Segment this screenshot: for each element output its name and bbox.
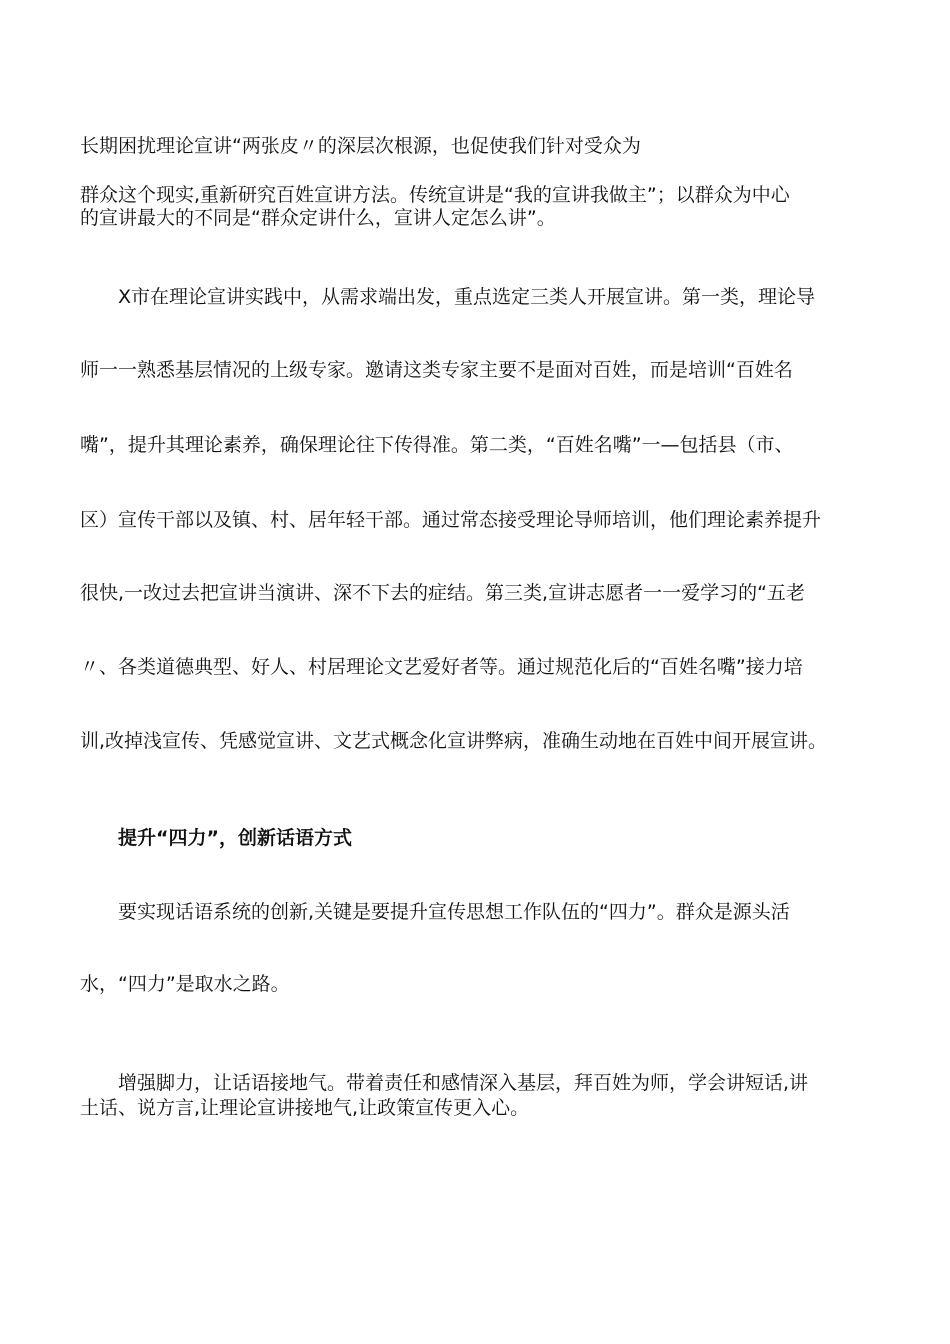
paragraph-line: 很快,一改过去把宣讲当演讲、深不下去的症结。第三类,宣讲志愿者一一爱学习的“五老 (80, 582, 805, 604)
paragraph-line: 增强脚力，让话语接地气。带着责任和感情深入基层，拜百姓为师，学会讲短话,讲 (80, 1072, 809, 1094)
text-line: 长期困扰理论宣讲“两张皮〃的深层次根源，也促使我们针对受众为 (80, 135, 641, 157)
paragraph-line: 水，“四力”是取水之路。 (80, 973, 290, 995)
paragraph-line: 区）宣传干部以及镇、村、居年轻干部。通过常态接受理论导师培训，他们理论素养提升 (80, 509, 822, 531)
section-heading: 提升“四力”，创新话语方式 (80, 827, 352, 849)
paragraph-line: X市在理论宣讲实践中，从需求端出发，重点选定三类人开展宣讲。第一类，理论导 (80, 286, 816, 308)
paragraph-line: 嘴”，提升其理论素养，确保理论往下传得准。第二类，“百姓名嘴”一—包括县（市、 (80, 434, 794, 456)
text-line: 群众这个现实,重新研究百姓宣讲方法。传统宣讲是“我的宣讲我做主”；以群众为中心 (80, 184, 790, 206)
text-line: 的宣讲最大的不同是“群众定讲什么，宣讲人定怎么讲”。 (80, 207, 556, 229)
paragraph-line: 要实现话语系统的创新,关键是要提升宣传思想工作队伍的“四力”。群众是源头活 (80, 901, 790, 923)
paragraph-line: 土话、说方言,让理论宣讲接地气,让政策宣传更入心。 (80, 1097, 530, 1119)
paragraph-line: 师一一熟悉基层情况的上级专家。邀请这类专家主要不是面对百姓，而是培训“百姓名 (80, 359, 793, 381)
paragraph-line: 训,改掉浅宣传、凭感觉宣讲、文艺式概念化宣讲弊病，准确生动地在百姓中间开展宣讲。 (80, 730, 828, 752)
paragraph-line: 〃、各类道德典型、好人、村居理论文艺爱好者等。通过规范化后的“百姓名嘴”接力培 (80, 656, 803, 678)
